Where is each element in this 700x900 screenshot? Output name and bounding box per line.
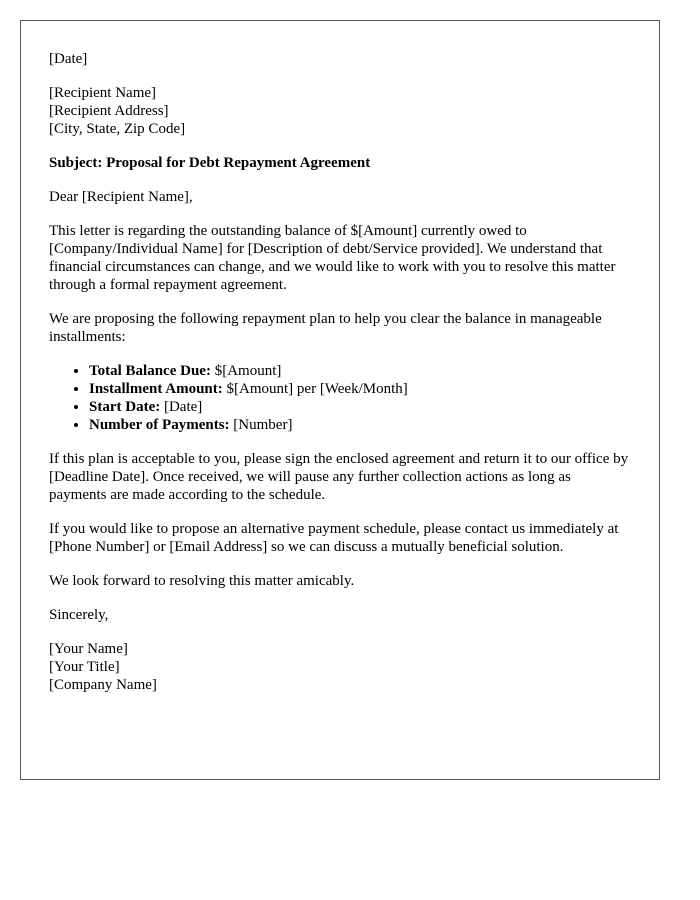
plan-item-label: Start Date: [89, 399, 161, 415]
recipient-block [49, 84, 631, 138]
signature-block [49, 640, 631, 694]
plan-item-installment-amount [89, 380, 631, 398]
plan-item-label: Total Balance Due: [89, 363, 211, 379]
acceptance-paragraph: If this plan is acceptable to you, please sign the enclosed agreement and return it to our office by [Deadline Date]. Once received, we will pause any further collection actions as long as payments are made according to the schedule. [49, 451, 629, 503]
plan-item-value: [Number] [233, 417, 293, 433]
plan-item-number-of-payments [89, 416, 631, 434]
plan-item-value: $[Amount] per [Week/Month] [226, 381, 408, 397]
salutation: Dear [Recipient Name], [49, 189, 193, 205]
recipient-city-state-zip: [City, State, Zip Code] [49, 121, 186, 137]
signature-name: [Your Name] [49, 641, 128, 657]
signature-company: [Company Name] [49, 677, 157, 693]
closing-paragraph: We look forward to resolving this matter amicably. [49, 573, 355, 589]
proposal-paragraph: We are proposing the following repayment plan to help you clear the balance in manageable installments: [49, 311, 602, 345]
plan-item-value: [Date] [163, 399, 203, 415]
plan-item-label: Installment Amount: [89, 381, 223, 397]
intro-paragraph: This letter is regarding the outstanding balance of $[Amount] currently owed to [Company/Individual Name] for [Description of debt/Service provided]. We understand that financial circumstances can change, and we would like to work with you to resolve this matter through a formal repayment agreement. [49, 223, 616, 293]
repayment-plan-list [49, 362, 631, 434]
plan-item-total-balance [89, 362, 631, 380]
alternative-paragraph: If you would like to propose an alternative payment schedule, please contact us immediately at [Phone Number] or [Email Address] so we can discuss a mutually beneficial solution. [49, 521, 619, 555]
plan-item-start-date [89, 398, 631, 416]
letter-date: [Date] [49, 51, 88, 67]
plan-item-value: $[Amount] [214, 363, 282, 379]
signoff: Sincerely, [49, 607, 109, 623]
signature-title: [Your Title] [49, 659, 120, 675]
recipient-address: [Recipient Address] [49, 103, 169, 119]
recipient-name: [Recipient Name] [49, 85, 157, 101]
letter-subject: Subject: Proposal for Debt Repayment Agreement [49, 155, 371, 171]
letter-page [20, 20, 660, 780]
plan-item-label: Number of Payments: [89, 417, 230, 433]
